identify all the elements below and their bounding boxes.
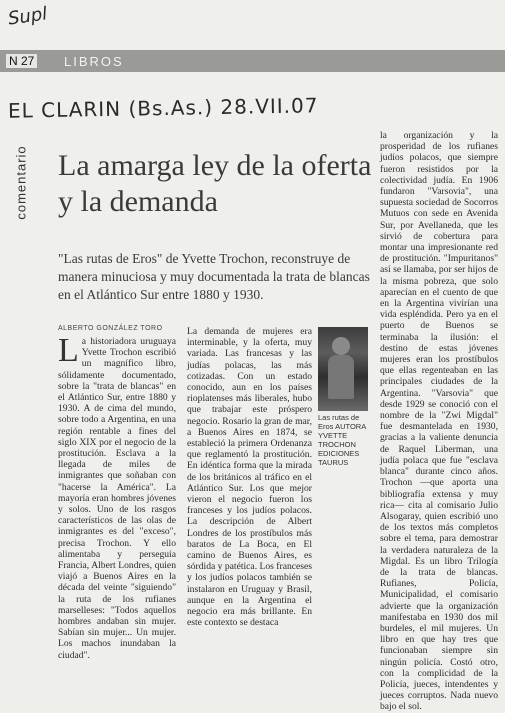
photo-figure-head bbox=[332, 337, 350, 355]
column-3-text: la organización y la prosperidad de los rufianes judíos polacos, que siempre fueron resistidos por la colectividad judía. En 1906 fundaron "Varsovia", una supuesta sociedad de Socorros Mutuos con sede en Avenida Sur, por Avellaneda, que les sirvió de cobertura para montar una impresionante red de prostitución. "Impuritanos" así se llamaba, por ser hijos de la misma pobreza, que solo aparecían en el cuento de que en la Argentina vivirían una vida espléndida. Pero ya en el puerto de Buenos se terminaba la ilusión: el destino de estas jóvenes mujeres eran los prostíbulos que ellas regenteaban en las principales ciudades de la Argentina. "Varsovia" que desde 1929 se conoció con el nombre de la "Zwi Migdal" fue desmantelada en 1930, gracias a la valiente denuncia de Raquel Liberman, una judía polaca que fue "esclava blanca" durante cinco años. Trochon —que aporta una bibliografía extensa y muy rica— cita al comisario Julio Alsogaray, quien escribió uno de los textos más completos sobre el tema, para demostrar la verdadera naturaleza de la Migdal. Es un libro Trilogía de la trata de blancas. Rufianes, Policía, Municipalidad, el comisario advierte que la organización manifestaba en 1930 dos mil burdeles, el mil mujeres. Un libro en que hay tres que funcionaban siempre sin ningún policía. Costó otro, con la complicidad de la Policía, jueces, intendentes y jueces corruptos. Nada nuevo bajo el sol. bbox=[380, 130, 498, 713]
book-author-photo bbox=[318, 327, 368, 411]
sidebar-label: comentario bbox=[13, 145, 29, 220]
article-column-2 bbox=[187, 326, 312, 629]
page-number: N 27 bbox=[6, 54, 37, 68]
column-1-text: a historiadora uruguaya Yvette Trochon escribió un magnífico libro, sólidamente documentado, sobre la "trata de blancas" en el Atlántico Sur, entre 1880 y 1930. A de cima del mundo, sobre todo a Argentina, en una región rentable a fines del siglo XIX por el negocio de la prostitución. Esclava a la llegada de miles de inmigrantes que soñaban con "hacerse la América". La mayoría eran hombres jóvenes y solos. Uno de los rasgos característicos de las olas de inmigrantes es del "exceso", precisa Trochon. Y ello alimentaba y perseguía Francia, Albert Londres, quien viajó a Buenos Aires en la década del veinte "siguiendo" la ruta de los rufianes marselleses: "Todos aquellos hombres andaban sin mujer. Sabían sin mujer... Un mujer. Los machos inundaban la ciudad". bbox=[58, 336, 176, 661]
column-2-text: La demanda de mujeres era interminable, y la oferta, muy variada. Las francesas y las judías polacas, las más cotizadas. Con un estado conocido, aun en los países rioplatenses más liberales, hubo que trabajar este próspero negocio. Rosario la gran de mar, a Buenos Aires en 1874, se estableció la primera Ordenanza que reglamentó la prostitución. En idéntica forma que la mirada de los británicos al tráfico en el Atlántico Sur. Los que mejor vieron el negocio fueron los franceses y los judíos polacos. La descripción de Albert Londres de los prostíbulos más baratos de La Boca, en El camino de Buenos Aires, es sórdida y patética. Los franceses y los judíos polacos también se instalaron en Uruguay y Brasil, aunque en la Argentina el negocio era más brillante. En este contexto se destaca bbox=[187, 326, 312, 629]
handwritten-annotation-supl: Supl bbox=[6, 3, 49, 30]
article-title: La amarga ley de la oferta y la demanda bbox=[58, 149, 372, 218]
article-byline: ALBERTO GONZÁLEZ TORO bbox=[58, 325, 163, 332]
photo-caption: Las rutas de Eros AUTORA YVETTE TROCHON EDICIONES TAURUS bbox=[318, 413, 366, 467]
drop-cap: L bbox=[58, 332, 79, 369]
article-subtitle: "Las rutas de Eros" de Yvette Trochon, reconstruye de manera minuciosa y muy documentada la trata de blancas en el Atlántico Sur entre 1880 y 1930. bbox=[58, 251, 370, 302]
photo-figure-body bbox=[328, 355, 354, 399]
article-column-1 bbox=[58, 332, 176, 661]
handwritten-source-note: EL CLARIN (Bs.As.) 28.VII.07 bbox=[7, 93, 319, 123]
section-title: LIBROS bbox=[64, 54, 124, 69]
article-column-3 bbox=[380, 130, 498, 713]
